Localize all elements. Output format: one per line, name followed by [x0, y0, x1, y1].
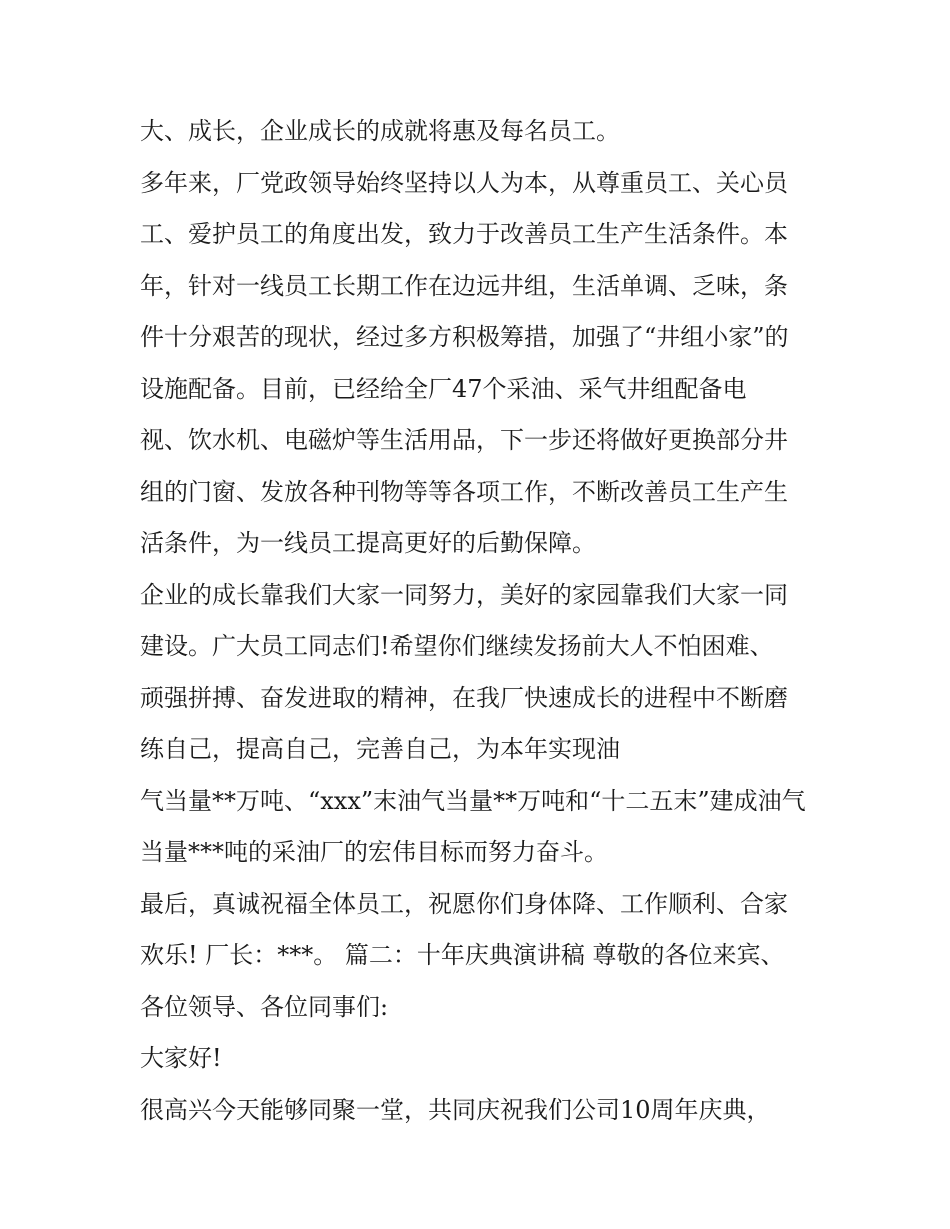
text-line: 很高兴今天能够同聚一堂，共同庆祝我们公司10周年庆典， [140, 1095, 771, 1124]
text-line: 顽强拼搏、奋发进取的精神，在我厂快速成长的进程中不断磨 [140, 683, 788, 712]
text-line: 设施配备。目前，已经给全厂47个采油、采气井组配备电 [140, 374, 747, 403]
text-line: 大、成长，企业成长的成就将惠及每名员工。 [140, 117, 620, 145]
text-line: 组的门窗、发放各种刊物等等各项工作，不断改善员工生产生 [140, 477, 788, 506]
text-line: 气当量**万吨、“xxx”末油气当量**万吨和“十二五末”建成油气 [140, 786, 806, 815]
text-line: 最后，真诚祝福全体员工，祝愿你们身体降、工作顺利、合家 [140, 889, 788, 918]
text-line: 欢乐! 厂长：***。 篇二：十年庆典演讲稿 尊敬的各位来宾、 [140, 941, 785, 969]
text-line: 练自己，提高自己，完善自己，为本年实现油 [140, 735, 620, 763]
text-line: 件十分艰苦的现状，经过多方积极筹措，加强了“井组小家”的 [140, 323, 789, 351]
text-line: 企业的成长靠我们大家一同努力，美好的家园靠我们大家一同 [140, 580, 788, 609]
text-line: 各位领导、各位同事们: [140, 992, 389, 1021]
text-line: 视、饮水机、电磁炉等生活用品，下一步还将做好更换部分井 [140, 426, 788, 454]
document-body [140, 106, 820, 1136]
text-line: 年，针对一线员工长期工作在边远井组，生活单调、乏味，条 [140, 271, 788, 300]
text-line: 建设。广大员工同志们!希望你们继续发扬前大人不怕困难、 [140, 632, 774, 660]
text-line: 工、爱护员工的角度出发，致力于改善员工生产生活条件。本 [140, 220, 788, 248]
text-line: 当量***吨的采油厂的宏伟目标而努力奋斗。 [140, 838, 608, 866]
text-line: 活条件，为一线员工提高更好的后勤保障。 [140, 529, 596, 557]
text-line: 大家好! [140, 1044, 222, 1072]
text-line: 多年来，厂党政领导始终坚持以人为本，从尊重员工、关心员 [140, 168, 788, 197]
